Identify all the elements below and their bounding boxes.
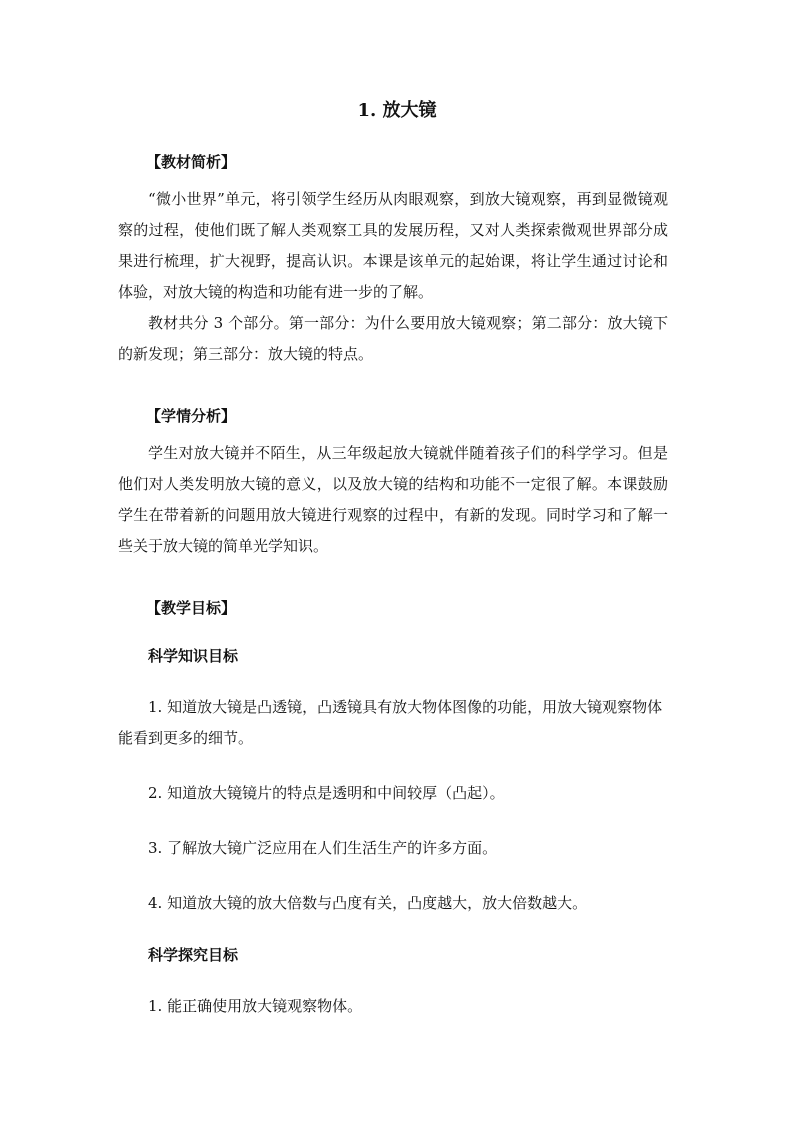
knowledge-item-2: 2. 知道放大镜镜片的特点是透明和中间较厚（凸起）。 — [148, 784, 505, 802]
spacer — [118, 620, 668, 644]
spacer — [118, 174, 668, 184]
section-heading-mubiao: 【教学目标】 — [146, 599, 237, 617]
section-heading-xueqing: 【学情分析】 — [146, 407, 237, 425]
paragraph-jiaocai-2: 教材共分 3 个部分。第一部分：为什么要用放大镜观察；第二部分：放大镜下的新发现；第三部分：放大镜的特点。 — [118, 314, 668, 363]
spacer — [118, 809, 668, 833]
section-heading-jiaocai: 【教材简析】 — [146, 153, 237, 171]
spacer — [118, 919, 668, 943]
spacer — [118, 668, 668, 692]
subsection-heading-knowledge: 科学知识目标 — [148, 647, 239, 665]
paragraph-xueqing-1: 学生对放大镜并不陌生，从三年级起放大镜就伴随着孩子们的科学学习。但是他们对人类发明放大镜的意义，以及放大镜的结构和功能不一定很了解。本课鼓励学生在带着新的问题用放大镜进行观察的过程中，有新的发现。同时学习和了解一些关于放大镜的简单光学知识。 — [118, 444, 668, 555]
knowledge-item-4: 4. 知道放大镜的放大倍数与凸度有关，凸度越大，放大倍数越大。 — [148, 894, 588, 912]
knowledge-item-1: 1. 知道放大镜是凸透镜，凸透镜具有放大物体图像的功能，用放大镜观察物体能看到更多的细节。 — [118, 698, 663, 747]
inquiry-item-1: 1. 能正确使用放大镜观察物体。 — [148, 997, 363, 1015]
spacer — [118, 562, 668, 596]
subsection-heading-inquiry: 科学探究目标 — [148, 946, 239, 964]
paragraph-jiaocai-1: “微小世界”单元，将引领学生经历从肉眼观察，到放大镜观察，再到显微镜观察的过程，使他们既了解人类观察工具的发展历程，又对人类探索微观世界部分成果进行梳理，扩大视野，提高认识。本课是该单元的起始课，将让学生通过讨论和体验，对放大镜的构造和功能有进一步的了解。 — [118, 190, 668, 301]
page-title: 1. 放大镜 — [357, 100, 437, 121]
document-body — [118, 150, 668, 1022]
spacer — [118, 967, 668, 991]
knowledge-item-3: 3. 了解放大镜广泛应用在人们生活生产的许多方面。 — [148, 839, 498, 857]
spacer — [118, 370, 668, 404]
spacer — [118, 428, 668, 438]
spacer — [118, 754, 668, 778]
spacer — [118, 864, 668, 888]
